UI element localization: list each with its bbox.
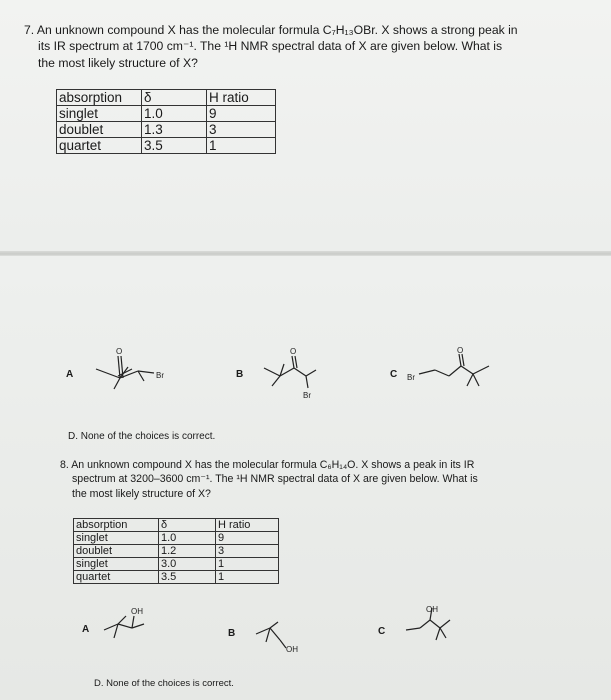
- cell-h-ratio: 9: [207, 106, 276, 122]
- bromine-label: Br: [303, 391, 311, 400]
- bromine-label: Br: [156, 371, 164, 380]
- header-h-ratio: H ratio: [216, 519, 279, 532]
- cell-absorption: doublet: [74, 545, 159, 558]
- hydroxyl-label: OH: [131, 607, 143, 616]
- cell-absorption: doublet: [57, 122, 142, 138]
- q7-option-c-letter: C: [390, 369, 398, 380]
- table-row: [57, 106, 276, 122]
- cell-h-ratio: 1: [207, 138, 276, 154]
- header-absorption: absorption: [74, 519, 159, 532]
- header-h-ratio: H ratio: [207, 90, 276, 106]
- q7-option-b-structure[interactable]: [258, 346, 333, 402]
- oxygen-label: O: [116, 347, 123, 356]
- hydroxyl-label: OH: [426, 605, 438, 614]
- table-row: [74, 571, 279, 584]
- q7-option-b-letter: B: [236, 369, 244, 380]
- q7-nmr-table: [56, 89, 276, 154]
- bromine-label: Br: [407, 373, 415, 382]
- table-header-row: [57, 90, 276, 106]
- cell-absorption: singlet: [74, 558, 159, 571]
- q7-option-d[interactable]: D. None of the choices is correct.: [68, 431, 216, 442]
- cell-h-ratio: 1: [216, 571, 279, 584]
- q8-option-d[interactable]: D. None of the choices is correct.: [94, 678, 234, 689]
- cell-delta: 3.0: [159, 558, 216, 571]
- cell-absorption: quartet: [57, 138, 142, 154]
- q8-option-b-structure[interactable]: [252, 618, 322, 658]
- q8-line-3: the most likely structure of X?: [72, 487, 211, 500]
- header-delta: δ: [142, 90, 207, 106]
- table-row: [57, 122, 276, 138]
- cell-h-ratio: 1: [216, 558, 279, 571]
- table-row: [74, 532, 279, 545]
- cell-h-ratio: 9: [216, 532, 279, 545]
- cell-absorption: quartet: [74, 571, 159, 584]
- q7-option-c-structure[interactable]: [405, 346, 500, 396]
- table-row: [74, 558, 279, 571]
- cell-absorption: singlet: [74, 532, 159, 545]
- header-absorption: absorption: [57, 90, 142, 106]
- cell-delta: 1.2: [159, 545, 216, 558]
- oxygen-label: O: [457, 346, 464, 355]
- q8-nmr-table: [73, 518, 279, 584]
- cell-delta: 3.5: [142, 138, 207, 154]
- header-delta: δ: [159, 519, 216, 532]
- question-7-text: [24, 22, 584, 71]
- q8-option-a-letter: A: [82, 624, 90, 635]
- cell-delta: 1.3: [142, 122, 207, 138]
- q8-option-a-structure[interactable]: [98, 604, 168, 648]
- cell-h-ratio: 3: [216, 545, 279, 558]
- q7-line-1: 7. An unknown compound X has the molecular formula C₇H₁₃OBr. X shows a strong peak in: [24, 23, 518, 37]
- oxygen-label: O: [290, 347, 297, 356]
- q7-line-2: its IR spectrum at 1700 cm⁻¹. The ¹H NMR spectral data of X are given below. What is: [38, 39, 503, 54]
- table-row: [57, 138, 276, 154]
- cell-delta: 3.5: [159, 571, 216, 584]
- table-header-row: [74, 519, 279, 532]
- cell-h-ratio: 3: [207, 122, 276, 138]
- q8-option-c-structure[interactable]: [400, 602, 470, 648]
- q8-option-c-letter: C: [378, 626, 386, 637]
- table-row: [74, 545, 279, 558]
- q7-option-a-letter: A: [66, 369, 74, 380]
- q7-option-a-structure[interactable]: [88, 345, 178, 395]
- cell-delta: 1.0: [159, 532, 216, 545]
- q8-line-2: spectrum at 3200–3600 cm⁻¹. The ¹H NMR spectral data of X are given below. What is: [72, 473, 478, 486]
- cell-absorption: singlet: [57, 106, 142, 122]
- q7-line-3: the most likely structure of X?: [38, 55, 198, 70]
- question-8-text: [60, 458, 560, 501]
- cell-delta: 1.0: [142, 106, 207, 122]
- q8-line-1: 8. An unknown compound X has the molecular formula C₆H₁₄O. X shows a peak in its IR: [60, 459, 475, 471]
- hydroxyl-label: OH: [286, 645, 298, 654]
- q8-option-b-letter: B: [228, 628, 236, 639]
